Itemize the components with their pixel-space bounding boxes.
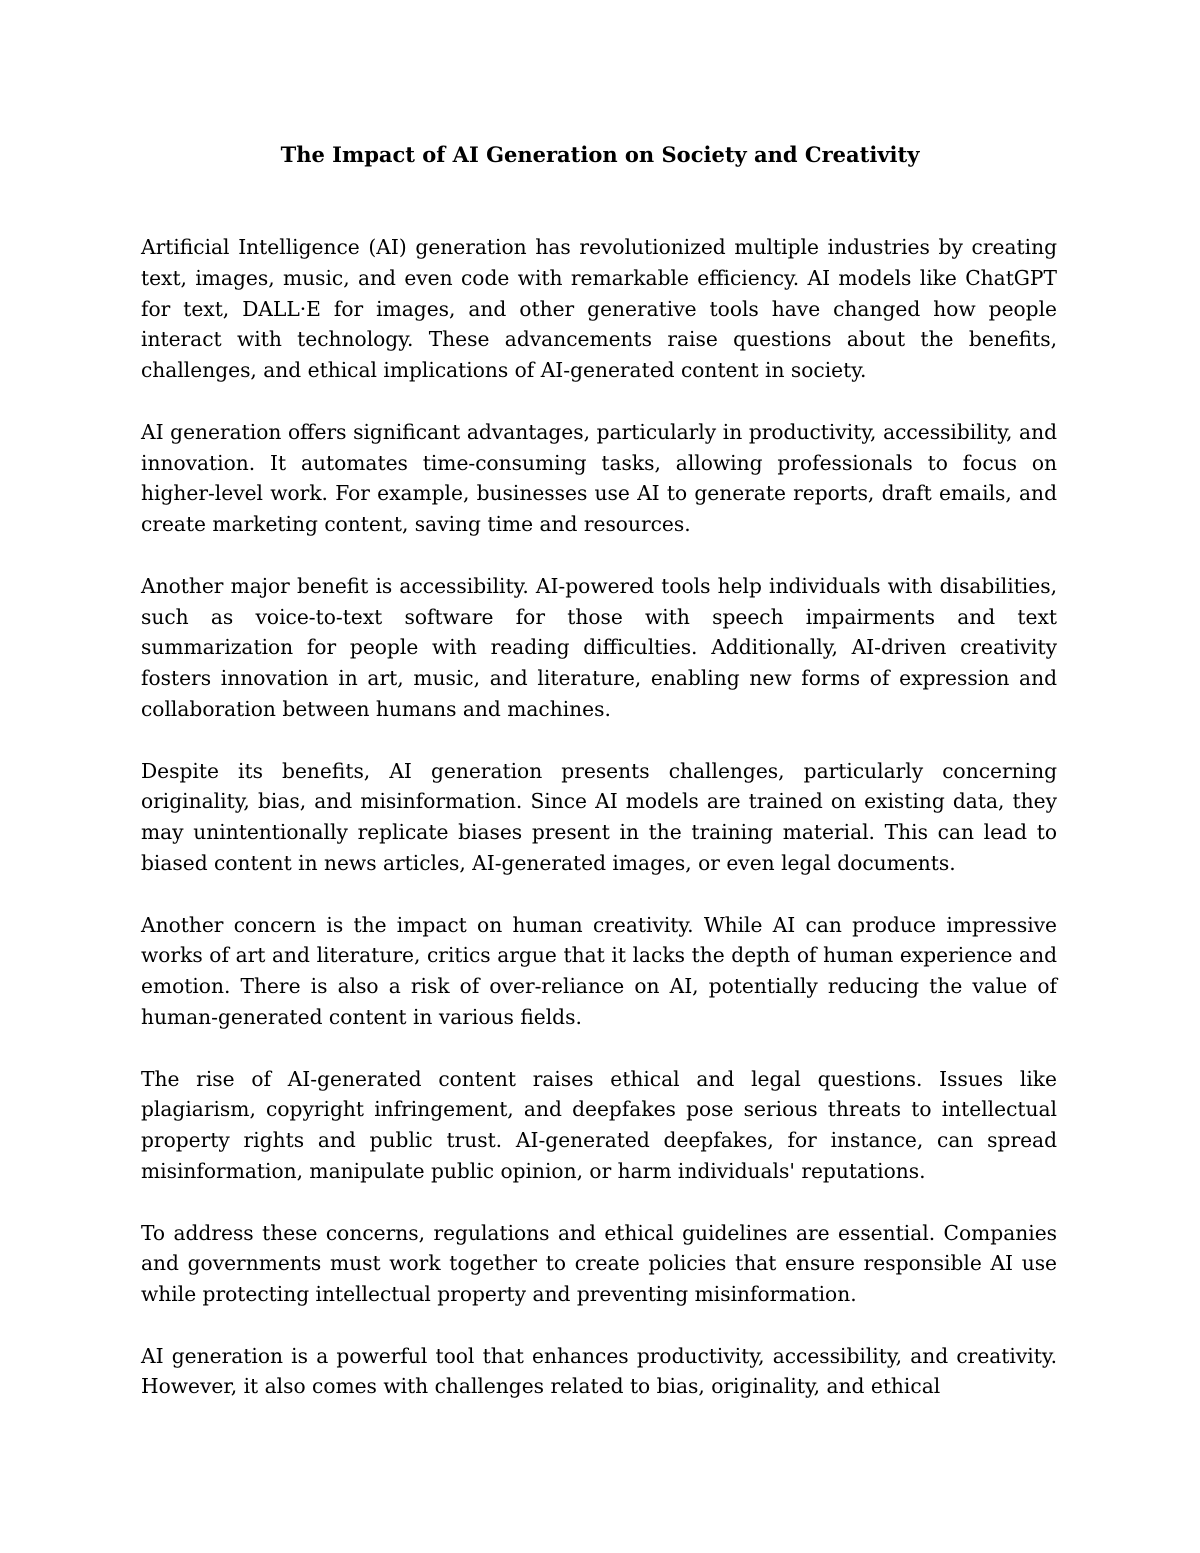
paragraph-ethical-legal: The rise of AI-generated content raises ethical and legal questions. Issues like plagiarism, copyright infringement, and deepfakes pose serious threats to intellectual property rights and public trust. AI-generated deepfakes, for instance, can spread misinformation, manipulate public opinion, or harm individuals' reputations. — [141, 1066, 1057, 1183]
paragraph-advantages: AI generation offers significant advantages, particularly in productivity, accessibility, and innovation. It automates time-consuming tasks, allowing professionals to focus on higher-level work. For example, businesses use AI to generate reports, draft emails, and create marketing content, saving time and resources. — [141, 419, 1057, 537]
document-body — [141, 232, 1057, 1402]
paragraph-regulations: To address these concerns, regulations and ethical guidelines are essential. Companies and governments must work together to create policies that ensure responsible AI use while protecting intellectual property and preventing misinformation. — [141, 1220, 1057, 1307]
paragraph-accessibility: Another major benefit is accessibility. AI-powered tools help individuals with disabilities, such as voice-to-text software for those with speech impairments and text summarization for people with reading difficulties. Additionally, AI-driven creativity fosters innovation in art, music, and literature, enabling new forms of expression and collaboration between humans and machines. — [141, 573, 1057, 721]
document-title: The Impact of AI Generation on Society and Creativity — [280, 142, 920, 167]
paragraph-challenges: Despite its benefits, AI generation presents challenges, particularly concerning originality, bias, and misinformation. Since AI models are trained on existing data, they may unintentionally replicate biases present in the training material. This can lead to biased content in news articles, AI-generated images, or even legal documents. — [141, 758, 1057, 875]
paragraph-introduction: Artificial Intelligence (AI) generation has revolutionized multiple industries by creating text, images, music, and even code with remarkable efficiency. AI models like ChatGPT for text, DALL·E for images, and other generative tools have changed how people interact with technology. These advancements raise questions about the benefits, challenges, and ethical implications of AI-generated content in society. — [141, 235, 1057, 383]
paragraph-conclusion: AI generation is a powerful tool that enhances productivity, accessibility, and creativity. However, it also comes with challenges related to bias, originality, and ethical — [141, 1343, 1057, 1399]
paragraph-creativity-concern: Another concern is the impact on human creativity. While AI can produce impressive works of art and literature, critics argue that it lacks the depth of human experience and emotion. There is also a risk of over-reliance on AI, potentially reducing the value of human-generated content in various fields. — [141, 912, 1057, 1029]
